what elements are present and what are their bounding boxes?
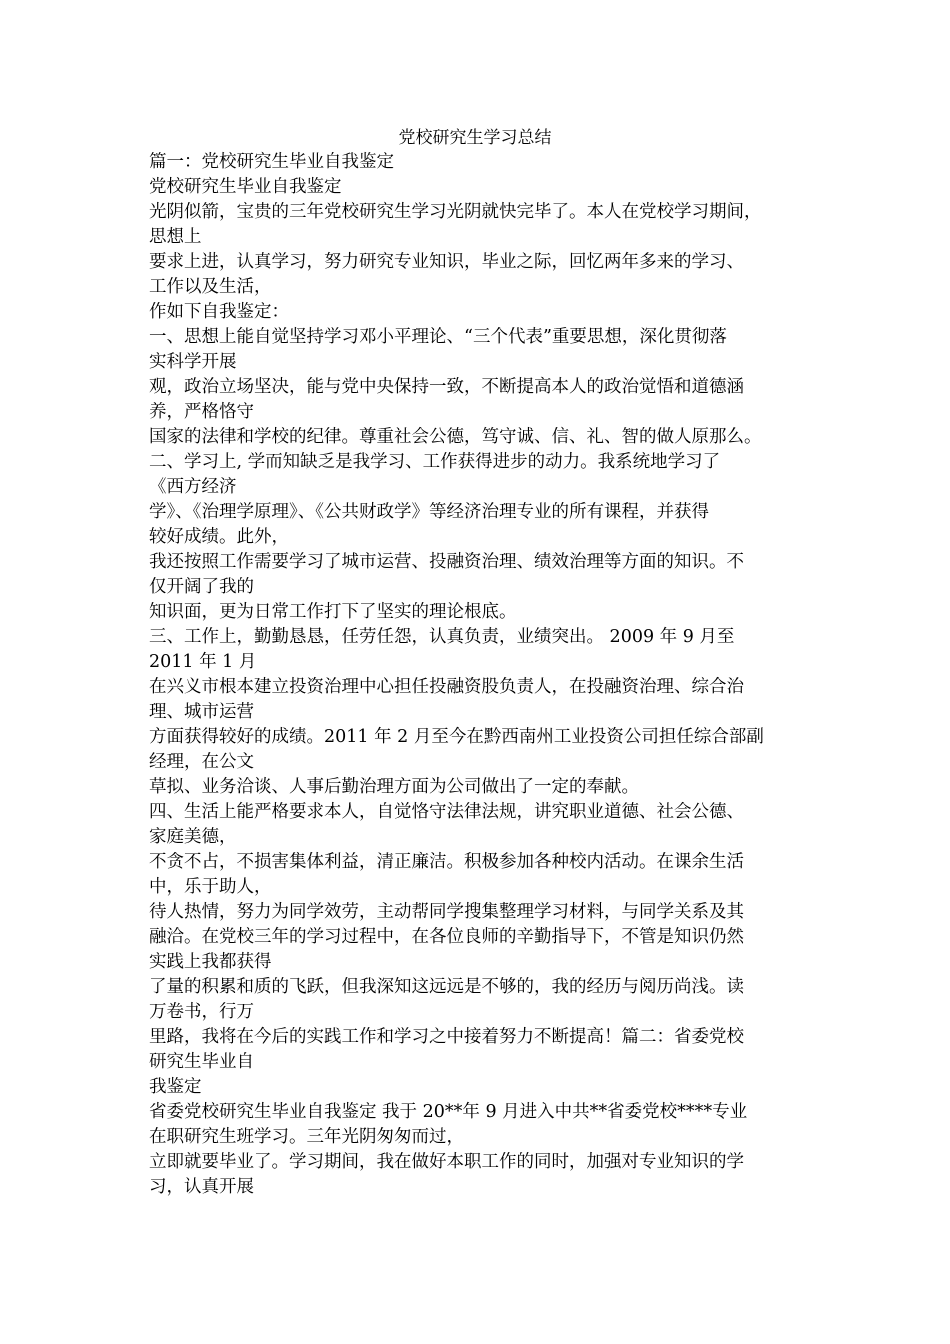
text-line: 研究生毕业自: [149, 1052, 254, 1072]
text-line: 经理，在公文: [149, 752, 254, 772]
text-line: 《西方经济: [149, 477, 237, 497]
text-line: 较好成绩。此外，: [149, 527, 289, 547]
document-title: 党校研究生学习总结: [398, 128, 552, 148]
text-line: 工作以及生活，: [149, 277, 272, 297]
text-line: 方面获得较好的成绩。2011 年 2 月至今在黔西南州工业投资公司担任综合部副: [149, 727, 764, 747]
text-line: 二、学习上, 学而知缺乏是我学习、工作获得进步的动力。我系统地学习了: [149, 452, 721, 472]
text-line: 知识面，更为日常工作打下了坚实的理论根底。: [149, 602, 517, 622]
text-line: 思想上: [149, 227, 202, 247]
text-line: 国家的法律和学校的纪律。尊重社会公德，笃守诚、信、礼、智的做人原那么。: [149, 427, 762, 447]
text-line: 光阴似箭，宝贵的三年党校研究生学习光阴就快完毕了。本人在党校学习期间，: [149, 202, 762, 222]
text-line: 实科学开展: [149, 352, 237, 372]
text-line: 作如下自我鉴定：: [149, 302, 289, 322]
text-line: 我还按照工作需要学习了城市运营、投融资治理、绩效治理等方面的知识。不: [149, 552, 744, 572]
document-body: [149, 150, 809, 1200]
text-line: 中，乐于助人，: [149, 877, 272, 897]
text-line: 在兴义市根本建立投资治理中心担任投融资股负责人，在投融资治理、综合治: [149, 677, 744, 697]
text-line: 学》、《治理学原理》、《公共财政学》等经济治理专业的所有课程，并获得: [149, 502, 709, 522]
text-line: 实践上我都获得: [149, 952, 272, 972]
text-line: 待人热情，努力为同学效劳，主动帮同学搜集整理学习材料，与同学关系及其: [149, 902, 744, 922]
text-line: 要求上进，认真学习，努力研究专业知识，毕业之际，回忆两年多来的学习、: [149, 252, 744, 272]
text-line: 万卷书，行万: [149, 1002, 254, 1022]
text-line: 篇一：党校研究生毕业自我鉴定: [149, 152, 394, 172]
text-line: 习，认真开展: [149, 1177, 254, 1197]
text-line: 省委党校研究生毕业自我鉴定 我于 20**年 9 月进入中共**省委党校****专业: [149, 1102, 748, 1122]
text-line: 草拟、业务洽谈、人事后勤治理方面为公司做出了一定的奉献。: [149, 777, 639, 797]
text-line: 四、生活上能严格要求本人，自觉恪守法律法规，讲究职业道德、社会公德、: [149, 802, 744, 822]
text-line: 一、思想上能自觉坚持学习邓小平理论、“三个代表”重要思想，深化贯彻落: [149, 327, 727, 347]
text-line: 不贪不占，不损害集体利益，清正廉洁。积极参加各种校内活动。在课余生活: [149, 852, 744, 872]
text-line: 三、工作上，勤勤恳恳，任劳任怨，认真负责，业绩突出。 2009 年 9 月至: [149, 627, 735, 647]
text-line: 家庭美德，: [149, 827, 237, 847]
text-line: 党校研究生毕业自我鉴定: [149, 177, 342, 197]
text-line: 理、城市运营: [149, 702, 254, 722]
text-line: 仅开阔了我的: [149, 577, 254, 597]
text-line: 融洽。在党校三年的学习过程中，在各位良师的辛勤指导下，不管是知识仍然: [149, 927, 744, 947]
text-line: 在职研究生班学习。三年光阴匆匆而过，: [149, 1127, 464, 1147]
text-line: 立即就要毕业了。学习期间，我在做好本职工作的同时，加强对专业知识的学: [149, 1152, 744, 1172]
text-line: 观，政治立场坚决，能与党中央保持一致，不断提高本人的政治觉悟和道德涵: [149, 377, 744, 397]
text-line: 2011 年 1 月: [149, 652, 257, 672]
text-line: 养，严格恪守: [149, 402, 254, 422]
text-line: 了量的积累和质的飞跃，但我深知这远远是不够的，我的经历与阅历尚浅。读: [149, 977, 744, 997]
text-line: 我鉴定: [149, 1077, 202, 1097]
text-line: 里路，我将在今后的实践工作和学习之中接着努力不断提高！篇二：省委党校: [149, 1027, 744, 1047]
